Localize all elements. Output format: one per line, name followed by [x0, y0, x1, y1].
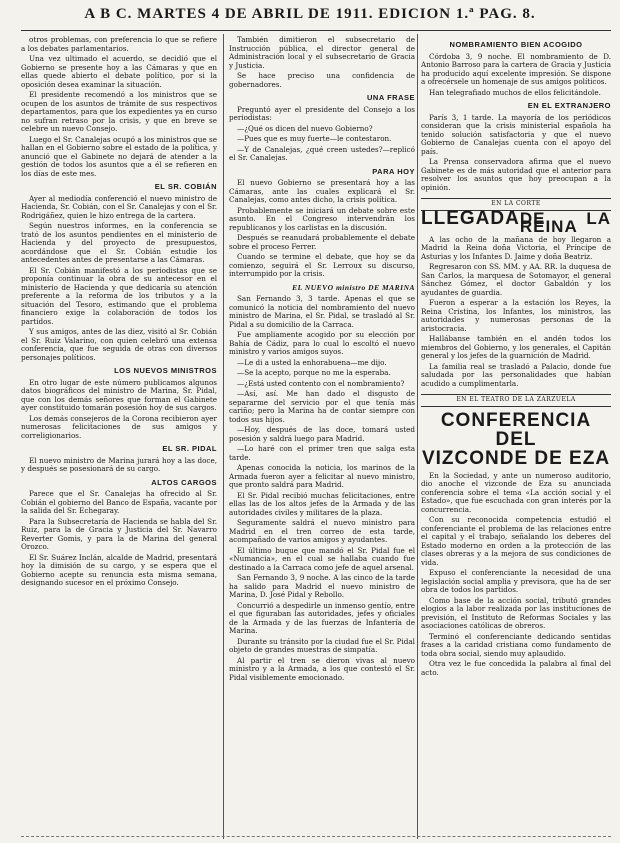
paragraph: Parece que el Sr. Canalejas ha ofrecido al Sr. Cobián el gobierno del Banco de España, vacante por la salida del Sr. Echegaray.: [21, 489, 217, 515]
paragraph: Córdoba 3, 9 noche. El nombramiento de D. Antonio Barroso para la cartera de Gracia y Justicia ha producido aquí excelente impresión. Se dispone a ofrecérsele un homenaje de sus amigos políticos.: [421, 51, 611, 86]
paragraph: El nuevo ministro de Marina jurará hoy a las doce, y después se posesionará de su cargo.: [21, 455, 217, 473]
paragraph: —¿Está usted contento con el nombramiento?: [237, 378, 405, 388]
kicker-en-la-corte: EN LA CORTE: [421, 198, 611, 211]
paragraph: otros problemas, con preferencia lo que se refiere a los debates parlamentarios.: [21, 36, 217, 53]
column-1: [21, 36, 217, 836]
paragraph: El Sr. Cobián manifestó a los periodistas que se proponía continuar la obra de su antecesor en el ministerio de Hacienda y que dedicaría su atención preferente a la reforma de los tributos y a la situación del Tesoro, estimando que el problema financiero exige la colaboración de todos los partidos.: [21, 265, 217, 326]
paragraph: Durante su tránsito por la ciudad fue el Sr. Pidal objeto de grandes muestras de simpatía.: [229, 636, 415, 654]
section-heading-para-hoy: PARA HOY: [372, 166, 415, 176]
section-heading-nombramiento: NOMBRAMIENTO BIEN ACOGIDO: [449, 40, 583, 49]
paragraph: Se hace preciso una confidencia de gobernadores.: [229, 71, 415, 89]
paragraph: Seguramente saldrá el nuevo ministro para Madrid en el tren correo de esta tarde, acompañado de varios amigos y ayudantes.: [229, 518, 415, 544]
headline-line-1: CONFERENCIA DEL: [440, 409, 592, 450]
paragraph: Como base de la acción social, tributó grandes elogios a la labor realizada por las instituciones de previsión, el Instituto de Reformas Sociales y las asociaciones católicas de obreros.: [421, 595, 611, 630]
paragraph: Al partir el tren se dieron vivas al nuevo ministro y a la Armada, a los que contestó el Sr. Pidal visiblemente emocionado.: [229, 655, 415, 682]
paragraph: —Así, así. Me han dado el disgusto de separarme del servicio por el que tenía más cariño; pero la Marina ha de contar siempre con todos sus hijos.: [229, 389, 415, 424]
paragraph: Hallábanse también en el andén todos los miembros del Gobierno, y los generales, el Capitán general y los jefes de la guarnición de Madrid.: [421, 334, 611, 360]
section-heading-extranjero: EN EL EXTRANJERO: [527, 101, 611, 110]
section-heading-cobian: EL SR. COBIÁN: [154, 182, 217, 191]
paragraph: San Fernando 3, 3 tarde. Apenas el que se comunicó la noticia del nombramiento del nuevo ministro de Marina, el Sr. Pidal, se trasladó al Sr. Pidal a su domicilio de la Carraca.: [229, 294, 415, 329]
headline-line-2: VIZCONDE DE EZA: [421, 447, 611, 469]
paragraph: —Pues que es muy fuerte—le contestaron.: [237, 134, 392, 143]
paragraph: Con su reconocida competencia estudió el conferenciante el problema de las relaciones entre el capital y el trabajo, señalando los deberes del Estado moderno en orden a la protección de las clases obreras y a la mejora de sus condiciones de vida.: [421, 515, 611, 567]
paragraph: Los demás consejeros de la Corona recibieron ayer numerosas felicitaciones de sus amigos y correligionarios.: [21, 413, 217, 440]
paragraph: Concurrió a despedirle un inmenso gentío, entre el que figuraban las autoridades, jefes y oficiales de la Armada y de las fuerzas de Infantería de Marina.: [229, 600, 415, 635]
kicker-teatro: EN EL TEATRO DE LA ZARZUELA: [421, 394, 611, 407]
paragraph: San Fernando 3, 9 noche. A las cinco de la tarde ha salido para Madrid el nuevo ministro de Marina, D. José Pidal y Rebollo.: [229, 573, 415, 599]
paragraph: La familia real se trasladó a Palacio, donde fue saludada por las personalidades que habían acudido a cumplimentarla.: [421, 361, 611, 388]
paragraph: Ayer al mediodía conferenció el nuevo ministro de Hacienda, Sr. Cobián, con el Sr. Canalejas y con el Sr. Rodrigáñez, quien le hizo entrega de la cartera.: [21, 193, 217, 220]
paragraph: También dimitieron el subsecretario de Instrucción pública, el director general de Administración local y el subsecretario de Gracia y Justicia.: [229, 36, 415, 70]
paragraph: Preguntó ayer el presidente del Consejo a los periodistas:: [229, 104, 415, 122]
masthead: A B C. MARTES 4 DE ABRIL DE 1911. EDICION 1.ª PAG. 8.: [84, 6, 536, 22]
paragraph: Terminó el conferenciante dedicando sentidas frases a la caridad cristiana como fundamento de toda obra social, siendo muy aplaudido.: [421, 631, 611, 658]
column-rule-2: [417, 34, 418, 839]
masthead-rule: [21, 30, 611, 31]
headline-conferencia-eza: [421, 411, 611, 468]
paragraph: Cuando se termine el debate, que hoy se da comienzo, seguirá el Sr. Lerroux su discurso, interrumpido por la crisis.: [229, 252, 415, 278]
column-2: [229, 36, 415, 836]
section-heading-una-frase: UNA FRASE: [367, 93, 415, 102]
page-bottom-edge: [21, 836, 611, 840]
paragraph: Han telegrafiado muchos de ellos felicitándole.: [429, 87, 601, 97]
paragraph: En la Sociedad, y ante un numeroso auditorio, dio anoche el vizconde de Eza su anunciada conferencia sobre el tema «La acción social y el Estado», que fue escuchada con gran interés por la concurrencia.: [421, 470, 611, 514]
paragraph: La Prensa conservadora afirma que el nuevo Gabinete es de más autoridad que el anterior para resolver los asuntos que hoy preocupan a la opinión.: [421, 157, 611, 192]
paragraph: Fueron a esperar a la estación los Reyes, la Reina Cristina, los Infantes, los ministros, las autoridades y numerosas personas de la aristocracia.: [421, 298, 611, 333]
paragraph: Una vez ultimado el acuerdo, se decidió que el Gobierno se presente hoy a las Cámaras y que en ellas quede abierto el debate político, por si la oposición desea examinar la situación.: [21, 54, 217, 89]
paragraph: París 3, 1 tarde. La mayoría de los periódicos consideran que la crisis ministerial española ha tenido solución satisfactoria y que el nuevo Gobierno de Canalejas cuenta con el apoyo del país.: [421, 112, 611, 156]
paragraph: Otra vez le fue concedida la palabra al final del acto.: [421, 659, 611, 677]
paragraph: Para la Subsecretaría de Hacienda se habla del Sr. Ruiz, para la de Gracia y Justicia del Sr. Navarro Reverter Gomis, y para la de Marina del general Orozco.: [21, 516, 217, 551]
paragraph: Y sus amigos, antes de las diez, visitó al Sr. Cobián el Sr. Ruiz Valarino, con quien celebró una extensa conferencia, que fue seguida de otras con diversos personajes políticos.: [21, 327, 217, 362]
paragraph: —Se la acepto, porque no me la esperaba.: [237, 368, 391, 377]
paragraph: Probablemente se iniciará un debate sobre este asunto. En el Congreso intervendrán los republicanos y los carlistas en la discusión.: [229, 205, 415, 232]
paragraph: En otro lugar de este número publicamos algunos datos biográficos del ministro de Marina, Sr. Pidal, que con los demás señores que forman el Gabinete ayer constituido tomarán posesión hoy de sus cargos.: [21, 377, 217, 412]
paragraph: —Le di a usted la enhorabuena—me dijo.: [237, 357, 387, 367]
column-3: [421, 36, 611, 836]
headline-line-2: DE LA REINA: [519, 208, 611, 236]
paragraph: Después se reanudará probablemente el debate sobre el proceso Ferrer.: [229, 233, 415, 251]
paragraph: El último buque que mandó el Sr. Pidal fue el «Numancia», en el cual se hallaba cuando fue destinado a la Carraca como jefe de aquel arsenal.: [229, 545, 415, 572]
section-heading-altos-cargos: ALTOS CARGOS: [151, 477, 217, 487]
paragraph: Regresaron con SS. MM. y AA. RR. la duquesa de San Carlos, la marquesa de Sotomayor, el general Sánchez Gómez, el doctor Gabaldón y los ayudantes de guardia.: [421, 262, 611, 297]
section-heading-nuevos-ministros: LOS NUEVOS MINISTROS: [114, 366, 217, 375]
paragraph: El Sr. Suárez Inclán, alcalde de Madrid, presentará hoy la dimisión de su cargo, y se espera que el Gobierno acepte su renuncia esta misma semana, designando sucesor en el próximo Consejo.: [21, 552, 217, 587]
paragraph: —Lo haré con el primer tren que salga esta tarde.: [229, 444, 415, 462]
headline-llegada-reina: [421, 207, 611, 236]
paragraph: A las ocho de la mañana de hoy llegaron a Madrid la Reina doña Victoria, el Príncipe de Asturias y los Infantes D. Jaime y doña Beatriz.: [421, 234, 611, 261]
paragraph: Según nuestros informes, en la conferencia se trató de los asuntos pendientes en el ministerio de Hacienda y del proyecto de presupuestos, acordándose que el Sr. Cobián estudie los antecedentes antes de presentarse a las Cámaras.: [21, 221, 217, 264]
paragraph: Expuso el conferenciante la necesidad de una legislación social amplia y previsora, que ha de ser obra de todos los partidos.: [421, 568, 611, 594]
paragraph: El Sr. Pidal recibió muchas felicitaciones, entre ellas las de los altos jefes de la Armada y de las autoridades civiles y militares de la plaza.: [229, 490, 415, 517]
paragraph: Apenas conocida la noticia, los marinos de la Armada fueron ayer a felicitar al nuevo ministro, que pronto saldrá para Madrid.: [229, 463, 415, 489]
paragraph: —Hoy, después de las doce, tomará usted posesión y saldrá luego para Madrid.: [229, 425, 415, 443]
paragraph: El nuevo Gobierno se presentará hoy a las Cámaras, ante las cuales explicará el Sr. Canalejas, como antes dicho, la crisis política.: [229, 178, 415, 204]
paragraph: —¿Qué os dicen del nuevo Gobierno?: [237, 123, 373, 133]
paragraph: Luego el Sr. Canalejas ocupó a los ministros que se hallan en el Gobierno sobre el estado de la política, y anunció que el Gabinete no dejará de atender a la gestión de todos los asuntos que a él se refieren en los días de este mes.: [21, 134, 217, 178]
paragraph: Fue ampliamente acogido por su elección por Bahía de Cádiz, para lo cual lo escoltó el nuevo ministro y varios amigos suyos.: [229, 330, 415, 356]
section-heading-nuevo-ministro-marina: EL NUEVO ministro DE MARINA: [292, 282, 415, 292]
section-heading-pidal: EL SR. PIDAL: [162, 444, 217, 453]
paragraph: El presidente recomendó a los ministros que se ocupen de los asuntos de trámite de sus respectivos departamentos, para que los expedientes ya en curso no sufran retraso por la crisis, y que en breve se celebre un nuevo Consejo.: [21, 90, 217, 133]
headline-line-1: LLEGADA: [421, 207, 520, 229]
paragraph: —Y de Canalejas, ¿qué creen ustedes?—replicó el Sr. Canalejas.: [229, 144, 415, 162]
column-rule-1: [223, 34, 224, 839]
